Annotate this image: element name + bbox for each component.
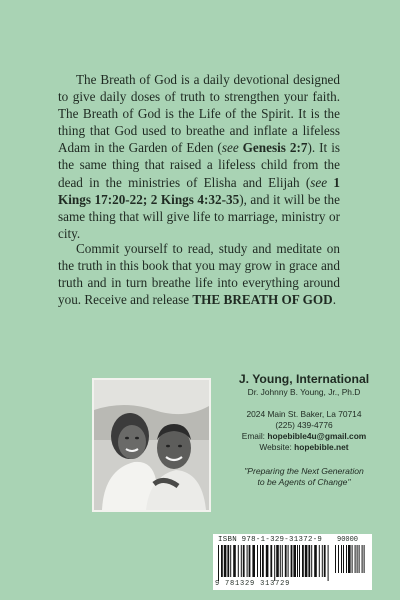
see-text: see [310, 174, 328, 190]
barcode-bar [346, 545, 347, 573]
desc-text: ). It is the same thing that raised a lifeless child from the dead in the ministries of Elisha and Elijah ( [58, 140, 340, 190]
barcode-bar [338, 545, 339, 573]
barcode-bar [221, 545, 223, 577]
website-address: hopebible.net [294, 442, 349, 452]
ean-left-digits: 781329 [225, 580, 256, 588]
barcode-bar [293, 545, 296, 577]
barcode-bar [291, 545, 293, 577]
barcode-bar [362, 545, 363, 573]
book-title-inline: THE BREATH OF GOD [192, 292, 333, 308]
website-line [224, 442, 384, 453]
tagline [224, 466, 384, 488]
barcode-bar [352, 545, 353, 573]
barcode-bar [343, 545, 344, 573]
barcode-bar [262, 545, 264, 577]
barcode-bar [355, 545, 356, 573]
barcode-bar [230, 545, 231, 577]
barcode-bar [305, 545, 308, 577]
barcode-bar [257, 545, 258, 577]
barcode-bar [341, 545, 342, 573]
price-barcode [335, 545, 367, 577]
barcode-bar [357, 545, 358, 573]
desc-text: . [332, 292, 336, 308]
ean-first-digit: 9 [215, 580, 221, 588]
barcode-bar [288, 545, 289, 577]
barcode-bar [285, 545, 287, 577]
desc-text: ), and it will be the same thing that will give life to marriage, ministry or city. [58, 191, 340, 241]
barcode-bar [238, 545, 239, 577]
barcode-bar [335, 545, 336, 573]
author-name: Dr. Johnny B. Young, Jr., Ph.D [247, 387, 361, 397]
barcode-box [213, 534, 372, 590]
barcode-bar [270, 545, 272, 577]
barcode-bar [280, 545, 281, 577]
barcode-bar [249, 545, 251, 577]
barcode-bar [233, 545, 236, 577]
barcode-bar [348, 545, 351, 573]
email-label: Email: [241, 431, 266, 441]
ean-digits [215, 580, 290, 588]
barcode-bar [266, 545, 269, 577]
author-contact-block [224, 372, 384, 488]
tagline-line-2: to be Agents of Change" [257, 477, 351, 487]
barcode-bar [297, 545, 298, 577]
barcode-bar [299, 545, 300, 577]
description-paragraph-2 [58, 240, 340, 308]
org-name: J. Young, International [238, 372, 370, 386]
scripture-ref: Genesis 2:7 [242, 140, 308, 156]
address: 2024 Main St. Baker, La 70714 [246, 409, 362, 419]
barcode-bar [324, 545, 326, 577]
barcode-bar [224, 545, 227, 577]
barcode-bar [311, 545, 312, 577]
ean-right-digits: 313729 [260, 580, 291, 588]
barcode-bar [359, 545, 360, 573]
couple-photo-image [94, 380, 209, 510]
barcode-bar [218, 545, 219, 581]
tagline-line-1: "Preparing the Next Generation [244, 466, 364, 476]
barcode-bar [276, 545, 279, 577]
barcode-bar [282, 545, 283, 577]
barcode-bar [227, 545, 229, 577]
price-code: 90000 [337, 536, 359, 544]
barcode-bar [308, 545, 310, 577]
barcode-bar [364, 545, 365, 573]
see-text: see [221, 140, 239, 156]
desc-text: The Breath of God is a daily devotional designed to give daily doses of truth to strengthen your faith. The Breath of God is the Life of the Spirit. It is the thing that God used to breathe and inflate a lifeless Adam in the Garden of Eden ( [58, 72, 340, 156]
author-photo [92, 378, 211, 512]
barcode-bar [274, 545, 275, 581]
email-line [224, 431, 384, 442]
barcode-bar [241, 545, 242, 577]
barcode-bar [252, 545, 255, 577]
barcode-bar [243, 545, 245, 577]
barcode-bar [260, 545, 261, 577]
desc-text: Commit yourself to read, study and meditate on the truth in this book that you may grow in grace and truth and in turn breathe life into everything around you. Receive and release [58, 241, 340, 308]
description-paragraph-1 [58, 71, 340, 242]
ean-barcode [218, 545, 330, 581]
barcode-bar [328, 545, 329, 581]
barcode-bar [247, 545, 248, 577]
barcode-bar [314, 545, 317, 577]
website-label: Website: [259, 442, 292, 452]
phone: (225) 439-4776 [275, 420, 333, 430]
email-address: hopebible4u@gmail.com [267, 431, 367, 441]
barcode-bar [302, 545, 304, 577]
barcode-bar [319, 545, 320, 577]
isbn-text: ISBN 978-1-329-31372-9 [218, 536, 323, 544]
scripture-ref: 1 Kings 17:20-22; 2 Kings 4:32-35 [58, 174, 341, 207]
barcode-bar [322, 545, 323, 577]
